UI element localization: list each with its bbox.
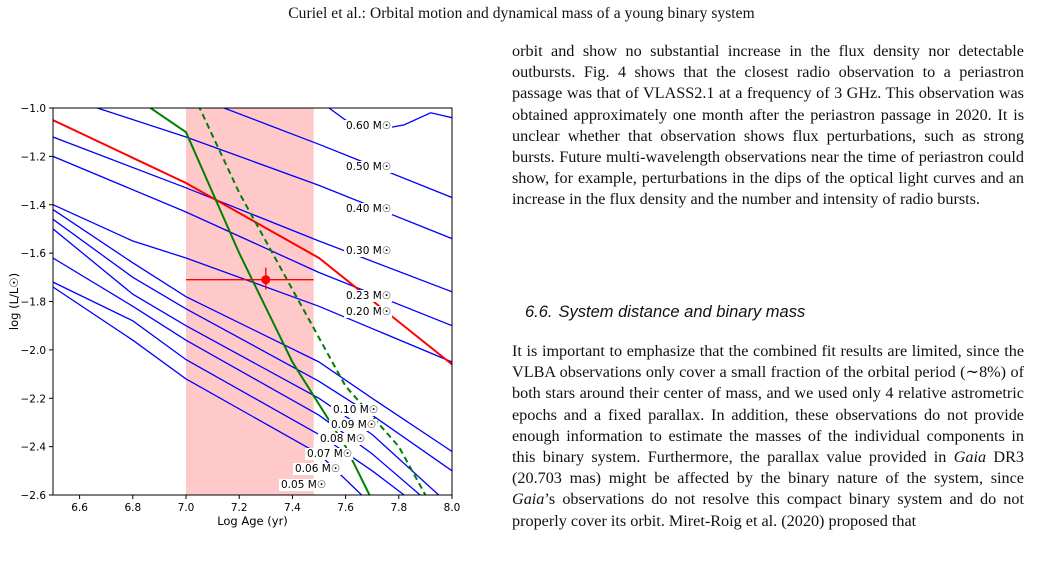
- y-axis-label: log (L/L☉): [7, 272, 21, 331]
- section-heading: [525, 303, 805, 322]
- gaia-mention: Gaia: [512, 490, 545, 509]
- y-tick-label: −2.0: [20, 344, 46, 357]
- running-head: Curiel et al.: Orbital motion and dynamical mass of a young binary system: [288, 5, 755, 22]
- x-tick-label: 7.4: [284, 502, 301, 514]
- plot-area: [53, 95, 452, 495]
- y-tick-label: −2.4: [20, 441, 46, 454]
- x-tick-label: 6.6: [71, 502, 88, 514]
- gaia-mention: Gaia: [953, 448, 987, 467]
- x-tick-label: 7.8: [390, 502, 408, 514]
- track-label: 0.60 M☉: [346, 120, 392, 132]
- paragraph-2: [512, 341, 1024, 532]
- x-tick-label: 7.2: [230, 502, 248, 514]
- y-tick-label: −2.2: [20, 393, 46, 406]
- track-label: 0.05 M☉: [281, 479, 327, 491]
- track-label: 0.23 M☉: [346, 290, 392, 302]
- track-label: 0.40 M☉: [346, 203, 392, 215]
- y-tick-label: −1.4: [20, 199, 46, 212]
- section-number: 6.6.: [525, 303, 553, 321]
- track-label: 0.09 M☉: [331, 419, 377, 431]
- paragraph-2-text-c: ’s observations do not resolve this compact binary system and do not properly cover its orbit. Miret-Roig et al. (2020) proposed that: [512, 490, 1024, 530]
- y-tick-label: −2.6: [20, 490, 46, 502]
- track-label: 0.08 M☉: [320, 433, 366, 445]
- track-label: 0.20 M☉: [346, 306, 392, 318]
- x-tick-label: 7.6: [337, 502, 354, 514]
- track-label: 0.07 M☉: [307, 448, 353, 460]
- paragraph-2-text-b: DR3 (20.703 mas) might be affected by the binary nature of the system, since: [512, 448, 1024, 488]
- track-label: 0.50 M☉: [346, 161, 392, 173]
- paragraph-1: orbit and show no substantial increase in the flux density nor detectable outbursts. Fig. 4 shows that the closest radio observation to a periastron passage was that of VLASS2.1 at a frequency of 3 GHz. This observation was obtained approximately one month after the periastron passage in 2020. It is unclear whether that observation shows flux perturbations, such as strong bursts. Future multi-wavelength observations near the time of periastron could show, for example, perturbations in the dips of the optical light curves and an increase in the flux density and the number and intensity of radio bursts.: [512, 42, 1024, 209]
- y-tick-label: −1.8: [20, 296, 46, 309]
- paragraph-2-text-a: It is important to emphasize that the combined fit results are limited, since the VLBA observations only cover a small fraction of the orbital period (∼8%) of both stars around their center of mass, and we used only 4 relative astrometric epochs and a fixed parallax. In addition, these observations do not provide enough information to estimate the masses of the individual components in this binary system. Furthermore, the parallax value provided in: [512, 342, 1024, 467]
- section-title: System distance and binary mass: [558, 303, 806, 321]
- y-tick-label: −1.2: [20, 151, 46, 164]
- x-tick-label: 8.0: [443, 502, 461, 514]
- track-label: 0.06 M☉: [295, 463, 341, 475]
- y-tick-label: −1.6: [20, 248, 46, 261]
- x-axis-label: Log Age (yr): [217, 514, 288, 528]
- track-label: 0.30 M☉: [346, 245, 392, 257]
- figure-hr-diagram: [0, 95, 470, 545]
- x-tick-label: 7.0: [177, 502, 195, 514]
- chart: [0, 95, 470, 545]
- track-label: 0.10 M☉: [333, 404, 379, 416]
- x-tick-label: 6.8: [124, 502, 142, 514]
- y-tick-label: −1.0: [20, 103, 46, 115]
- age-range-band: [186, 108, 314, 495]
- data-point: [261, 275, 270, 284]
